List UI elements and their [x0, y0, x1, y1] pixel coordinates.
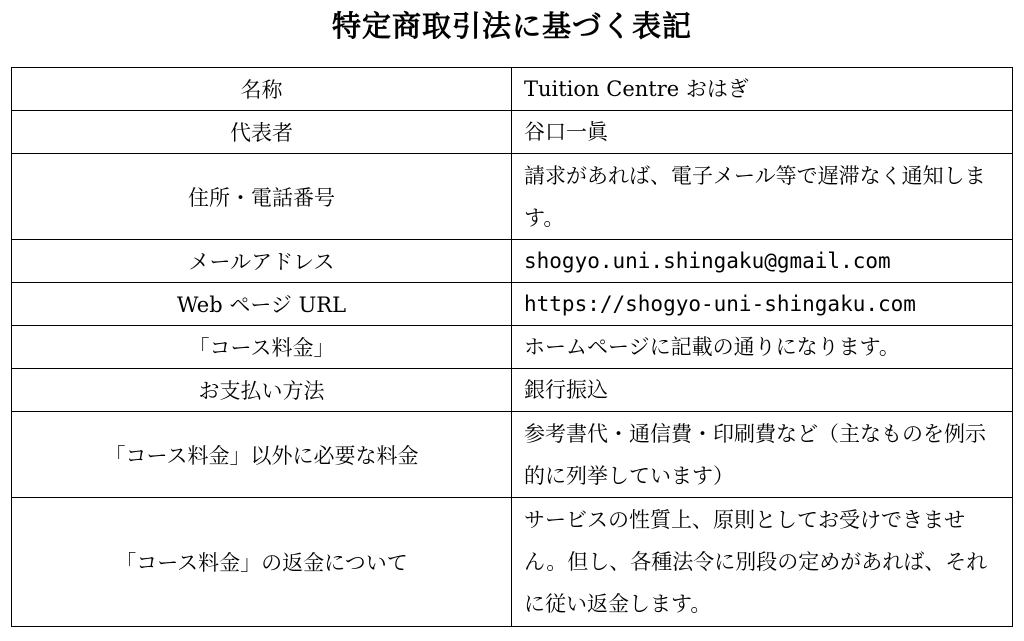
table-row-payment-method: [12, 369, 1013, 412]
row-label: 「コース料金」以外に必要な料金: [12, 412, 512, 498]
row-label: Web ページ URL: [12, 283, 512, 326]
row-label: 住所・電話番号: [12, 154, 512, 240]
page-title: 特定商取引法に基づく表記: [331, 9, 692, 43]
table-row-email: [12, 240, 1013, 283]
email-link[interactable]: shogyo.uni.shingaku@gmail.com: [512, 240, 1013, 283]
legal-info-table: [11, 67, 1013, 627]
row-label: 「コース料金」: [12, 326, 512, 369]
row-label: 名称: [12, 68, 512, 111]
row-label: 「コース料金」の返金について: [12, 498, 512, 627]
row-value: サービスの性質上、原則としてお受けできません。但し、各種法令に別段の定めがあれば、それに従い返金します。: [512, 498, 1013, 627]
row-value: 銀行振込: [512, 369, 1013, 412]
row-label: メールアドレス: [12, 240, 512, 283]
table-row-web-url: [12, 283, 1013, 326]
row-value: 参考書代・通信費・印刷費など（主なものを例示的に列挙しています）: [512, 412, 1013, 498]
row-label: お支払い方法: [12, 369, 512, 412]
row-value: 請求があれば、電子メール等で遅滞なく通知します。: [512, 154, 1013, 240]
row-value: ホームページに記載の通りになります。: [512, 326, 1013, 369]
row-value: 谷口一眞: [512, 111, 1013, 154]
table-row-other-fees: [12, 412, 1013, 498]
table-row-course-fee: [12, 326, 1013, 369]
row-label: 代表者: [12, 111, 512, 154]
website-link[interactable]: https://shogyo-uni-shingaku.com: [512, 283, 1013, 326]
table-row-representative: [12, 111, 1013, 154]
row-value: Tuition Centre おはぎ: [512, 68, 1013, 111]
table-row-refund: [12, 498, 1013, 627]
table-row-address-phone: [12, 154, 1013, 240]
table-row-name: [12, 68, 1013, 111]
